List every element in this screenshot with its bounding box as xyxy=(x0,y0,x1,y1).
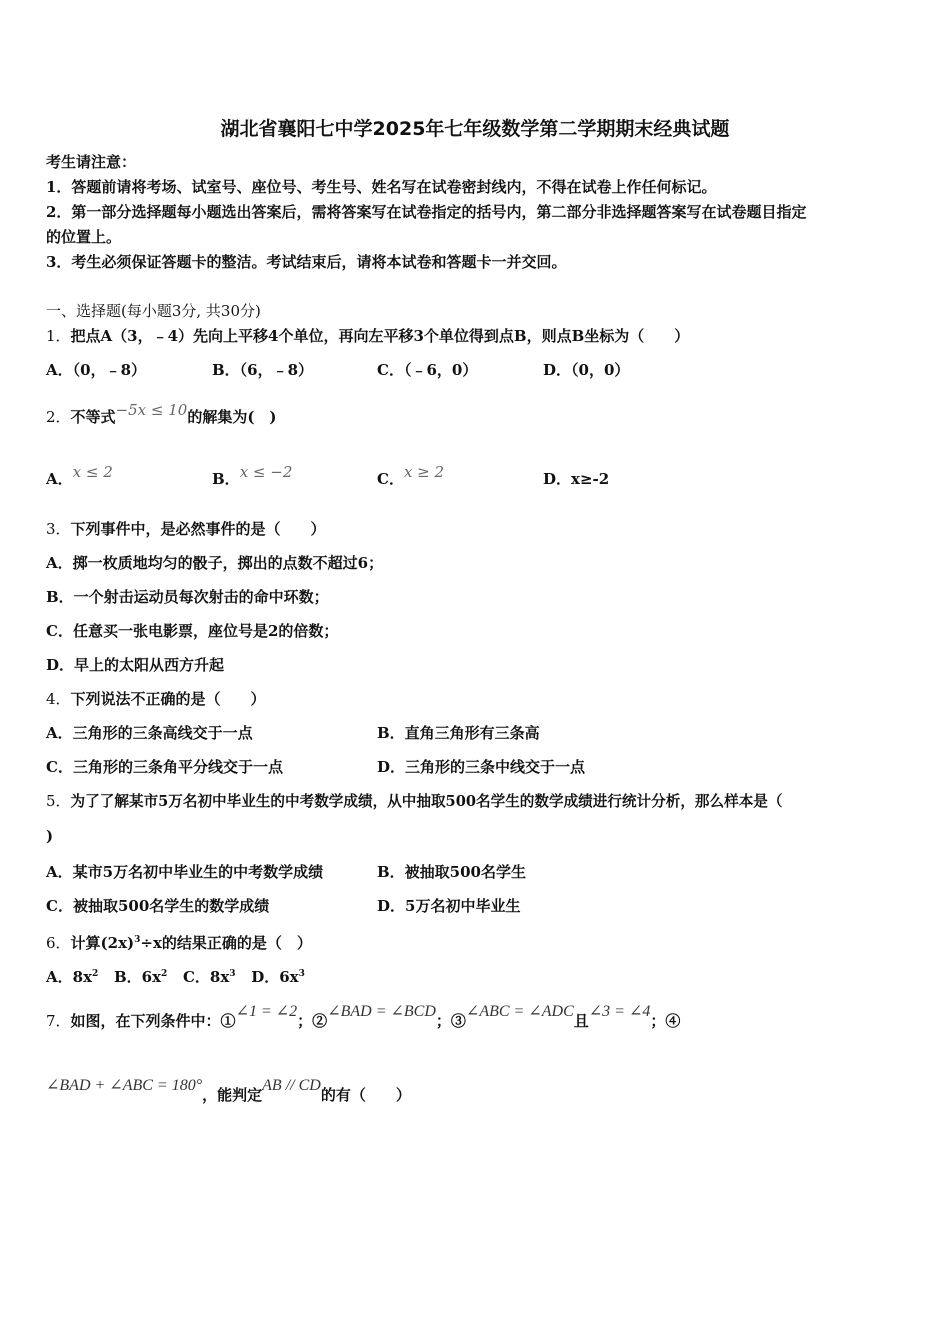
condition-math-3: ∠ABC = ∠ADC xyxy=(465,1003,574,1020)
question-stem: 不等式 xyxy=(70,408,116,426)
notice-item: 1．答题前请将考场、试室号、座位号、考生号、姓名写在试卷密封线内，不得在试卷上作任何标记。 xyxy=(46,178,717,196)
q4-option-d: D．三角形的三条中线交于一点 xyxy=(377,758,586,776)
exponent: 3 xyxy=(134,935,141,945)
q1-option-b: B．（6，﹣8） xyxy=(212,361,314,379)
q2-option-c xyxy=(377,463,445,489)
question-4 xyxy=(46,689,266,709)
question-number: 4． xyxy=(46,690,71,708)
question-number: 3． xyxy=(46,520,71,538)
page-title: 湖北省襄阳七中学2025年七年级数学第二学期期末经典试题 xyxy=(220,118,730,140)
separator: ；④ xyxy=(650,1012,681,1030)
question-number: 5． xyxy=(46,792,71,810)
q5-option-a: A．某市5万名初中毕业生的中考数学成绩 xyxy=(46,863,324,881)
question-7 xyxy=(46,1003,681,1032)
q2-option-a xyxy=(46,463,113,489)
exponent: 2 xyxy=(92,969,99,979)
question-stem-continued: ) xyxy=(46,827,54,845)
q6-option-b: B．6x xyxy=(113,968,162,986)
q3-option-c: C．任意买一张电影票，座位号是2的倍数； xyxy=(46,622,339,640)
separator: ；③ xyxy=(435,1012,466,1030)
condition-math-4: ∠BAD + ∠ABC = 180° xyxy=(46,1077,203,1094)
inequality-math: −5x ≤ 10 xyxy=(115,401,188,419)
q4-option-a: A．三角形的三条高线交于一点 xyxy=(46,724,253,742)
option-label: B． xyxy=(212,470,240,488)
q6-options xyxy=(46,964,305,987)
question-number: 2． xyxy=(46,408,71,426)
question-number: 1． xyxy=(46,327,71,345)
question-stem: 为了了解某市5万名初中毕业生的中考数学成绩，从中抽取500名学生的数学成绩进行统计分析，那么样本是（ xyxy=(70,793,783,810)
question-number: 6． xyxy=(46,934,71,952)
exponent: 2 xyxy=(161,969,168,979)
question-stem: 把点A（3，﹣4）先向上平移4个单位，再向左平移3个单位得到点B，则点B坐标为（ ） xyxy=(70,327,690,345)
q2-option-b xyxy=(212,463,293,489)
question-5 xyxy=(46,791,782,812)
q6-option-d: D．6x xyxy=(251,968,299,986)
q5-option-b: B．被抽取500名学生 xyxy=(377,863,526,881)
question-7-continued xyxy=(46,1077,411,1106)
q6-option-a: A．8x xyxy=(46,968,93,986)
question-stem: 下列事件中，是必然事件的是（ ） xyxy=(70,520,326,538)
question-stem: 的解集为( ) xyxy=(187,408,277,426)
exponent: 3 xyxy=(298,969,305,979)
option-label: A． xyxy=(46,470,73,488)
question-number: 7． xyxy=(46,1012,71,1030)
question-stem: 如图，在下列条件中：① xyxy=(70,1012,236,1030)
exponent: 3 xyxy=(229,969,236,979)
q2-option-d: D．x≥-2 xyxy=(543,470,610,488)
question-2 xyxy=(46,401,277,427)
question-stem: 计算(2x) xyxy=(70,934,135,952)
notice-item: 3．考生必须保证答题卡的整洁。考试结束后，请将本试卷和答题卡一并交回。 xyxy=(46,253,567,271)
q3-option-a: A．掷一枚质地均匀的骰子，掷出的点数不超过6； xyxy=(46,554,384,572)
q5-option-c: C．被抽取500名学生的数学成绩 xyxy=(46,897,270,915)
q1-option-d: D．（0，0） xyxy=(543,361,630,379)
condition-math-2: ∠BAD = ∠BCD xyxy=(327,1003,436,1020)
parallel-math: AB // CD xyxy=(262,1077,321,1094)
option-math: x ≤ −2 xyxy=(239,463,293,481)
question-6 xyxy=(46,930,312,953)
notice-item: 的位置上。 xyxy=(46,228,122,246)
option-math: x ≥ 2 xyxy=(403,463,445,481)
separator: 且 xyxy=(573,1012,589,1030)
question-1 xyxy=(46,326,689,346)
section-heading: 一、选择题(每小题3分, 共30分) xyxy=(46,302,261,320)
notice-item: 2．第一部分选择题每小题选出答案后，需将答案写在试卷指定的括号内，第二部分非选择题答案写在试卷题目指定 xyxy=(46,203,807,221)
q6-option-c: C．8x xyxy=(182,968,230,986)
question-stem: ÷x的结果正确的是（ ） xyxy=(140,934,312,952)
separator: ；② xyxy=(297,1012,328,1030)
question-stem: ，能判定 xyxy=(202,1086,263,1104)
q1-option-c: C．（﹣6，0） xyxy=(377,361,478,379)
question-stem: 下列说法不正确的是（ ） xyxy=(70,690,266,708)
q3-option-b: B．一个射击运动员每次射击的命中环数； xyxy=(46,588,329,606)
condition-math-1: ∠1 = ∠2 xyxy=(235,1003,298,1020)
q4-option-c: C．三角形的三条角平分线交于一点 xyxy=(46,758,283,776)
q4-option-b: B．直角三角形有三条高 xyxy=(377,724,540,742)
q5-option-d: D．5万名初中毕业生 xyxy=(377,897,521,915)
notice-heading: 考生请注意： xyxy=(46,153,137,171)
question-stem: 的有（ ） xyxy=(320,1086,411,1104)
q1-option-a: A．（0，﹣8） xyxy=(46,361,147,379)
q3-option-d: D．早上的太阳从西方升起 xyxy=(46,656,225,674)
condition-math-3b: ∠3 = ∠4 xyxy=(588,1003,651,1020)
question-3 xyxy=(46,519,326,539)
option-math: x ≤ 2 xyxy=(72,463,113,481)
option-label: C． xyxy=(377,470,404,488)
